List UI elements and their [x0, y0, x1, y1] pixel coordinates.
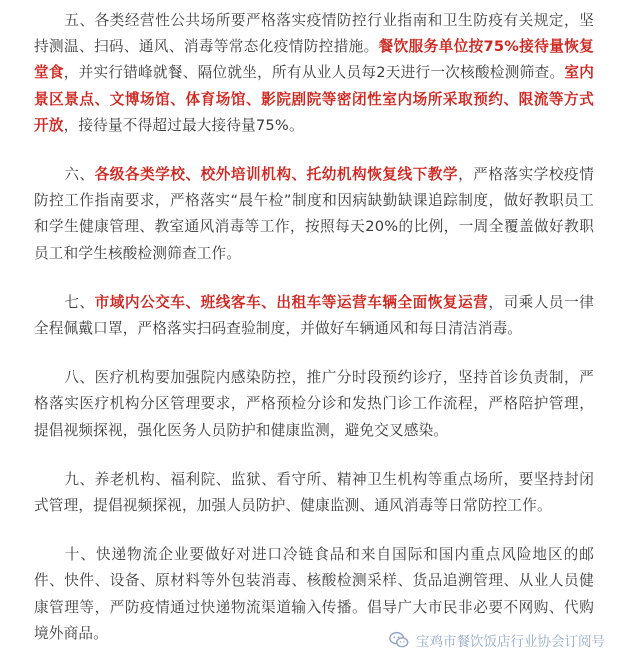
account-watermark: [388, 629, 605, 651]
watermark-text: 宝鸡市餐饮饭店行业协会订阅号: [416, 634, 605, 650]
segment: 十、快递物流企业要做好对进口冷链食品和来自国际和国内重点风险地区的邮件、快件、设备、原材料等外包装消毒、核酸检测采样、货品追溯管理、从业人员健康管理等，严防疫情通过快递物流渠道输入传播。倡导广大市民非必要不网购、代购境外商品。: [34, 546, 594, 642]
segment: ，严格落实学校疫情防控工作指南要求，严格落实“晨午检”制度和因病缺勤缺课追踪制度，做好教职员工和学生健康管理、教室通风消毒等工作，按照每天20%的比例，一周全覆盖做好教职员工和学生核酸检测筛查工作。: [34, 166, 594, 262]
segment: 八、医疗机构要加强院内感染防控，推广分时段预约诊疗，坚持首诊负责制，严格落实医疗机构分区管理要求，严格预检分诊和发热门诊工作流程，严格陪护管理，提倡视频探视，强化医务人员防护和健康监测，避免交叉感染。: [34, 369, 594, 439]
paragraph-item-7: [34, 290, 594, 342]
paragraph-spacer: [34, 139, 594, 162]
article-body: [34, 8, 594, 647]
paragraph-spacer: [34, 444, 594, 467]
highlight-segment: 室内景区景点、文博场馆、体育场馆、影院剧院等密闭性室内场所采取预约、限流等方式开放: [34, 64, 595, 134]
segment: ，司乘人员一律全程佩戴口罩，严格落实扫码查验制度，并做好车辆通风和每日清洁消毒。: [34, 293, 595, 338]
paragraph-spacer: [34, 267, 594, 290]
segment: ，接待量不得超过最大接待量75%。: [63, 116, 304, 134]
highlight-segment: 餐饮服务单位按75%接待量恢复堂食: [34, 38, 595, 82]
segment: 六、: [64, 166, 95, 184]
segment: 七、: [64, 293, 95, 311]
wechat-icon: [388, 629, 410, 651]
paragraph-spacer: [34, 342, 594, 365]
segment: 九、养老机构、福利院、监狱、看守所、精神卫生机构等重点场所，要坚持封闭式管理，提倡视频探视，加强人员防护、健康监测、通风消毒等日常防控工作。: [34, 470, 594, 515]
paragraph-item-6: [34, 162, 594, 267]
segment: ，并实行错峰就餐、隔位就坐，所有从业人员每2天进行一次核酸检测筛查。: [63, 64, 565, 82]
paragraph-item-8: [34, 365, 594, 444]
segment: 五、各类经营性公共场所要严格落实疫情防控行业指南和卫生防疫有关规定，坚持测温、扫码、通风、消毒等常态化疫情防控措施。: [34, 12, 594, 56]
highlight-segment: 各级各类学校、校外培训机构、托幼机构恢复线下教学: [94, 166, 459, 184]
paragraph-item-5: [34, 8, 594, 139]
highlight-segment: 市域内公交车、班线客车、出租车等运营车辆全面恢复运营: [94, 293, 489, 311]
paragraph-spacer: [34, 519, 594, 542]
paragraph-item-9: [34, 467, 594, 519]
